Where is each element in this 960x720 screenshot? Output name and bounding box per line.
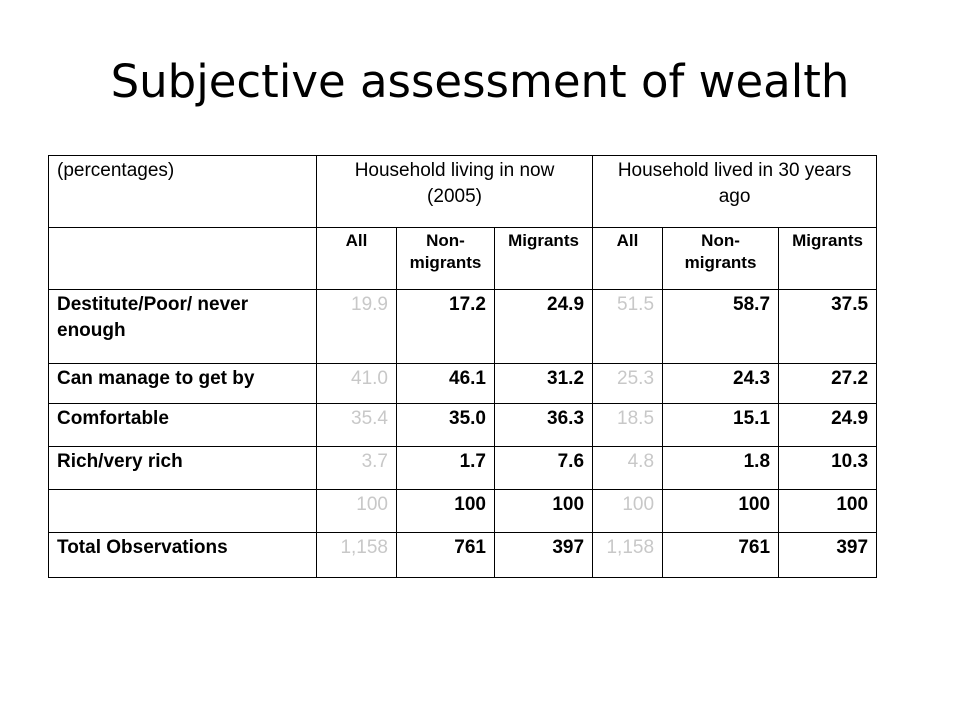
cell-nonmigrants-now: 100 (397, 490, 495, 533)
group-header-row (49, 156, 877, 228)
sub-header-nonmigrants-past: Non-migrants (663, 228, 779, 290)
cell-nonmigrants-past: 761 (663, 533, 779, 578)
cell-migrants-now: 31.2 (495, 364, 593, 404)
cell-migrants-past: 27.2 (779, 364, 877, 404)
table-row (49, 290, 877, 364)
cell-migrants-past: 37.5 (779, 290, 877, 364)
cell-all-past: 100 (593, 490, 663, 533)
row-label: Can manage to get by (49, 364, 317, 404)
cell-migrants-past: 397 (779, 533, 877, 578)
cell-all-now: 19.9 (317, 290, 397, 364)
row-label (49, 490, 317, 533)
cell-nonmigrants-now: 1.7 (397, 447, 495, 490)
cell-migrants-now: 7.6 (495, 447, 593, 490)
sub-header-migrants-past: Migrants (779, 228, 877, 290)
cell-all-past: 51.5 (593, 290, 663, 364)
row-label: Total Observations (49, 533, 317, 578)
cell-nonmigrants-past: 24.3 (663, 364, 779, 404)
sub-header-empty (49, 228, 317, 290)
cell-nonmigrants-now: 46.1 (397, 364, 495, 404)
cell-migrants-now: 36.3 (495, 404, 593, 447)
cell-all-past: 1,158 (593, 533, 663, 578)
sub-header-all-past: All (593, 228, 663, 290)
group-header-now: Household living in now (2005) (317, 156, 593, 228)
cell-all-now: 35.4 (317, 404, 397, 447)
row-label: Rich/very rich (49, 447, 317, 490)
cell-migrants-past: 10.3 (779, 447, 877, 490)
corner-label: (percentages) (49, 156, 317, 228)
row-label: Destitute/Poor/ never enough (49, 290, 317, 364)
cell-migrants-now: 397 (495, 533, 593, 578)
cell-migrants-now: 100 (495, 490, 593, 533)
cell-nonmigrants-past: 1.8 (663, 447, 779, 490)
cell-migrants-past: 100 (779, 490, 877, 533)
table-row (49, 404, 877, 447)
slide-title: Subjective assessment of wealth (110, 55, 850, 108)
sub-header-migrants-now: Migrants (495, 228, 593, 290)
cell-all-past: 18.5 (593, 404, 663, 447)
table-row (49, 364, 877, 404)
table-row (49, 447, 877, 490)
cell-all-now: 41.0 (317, 364, 397, 404)
cell-all-now: 100 (317, 490, 397, 533)
cell-nonmigrants-past: 100 (663, 490, 779, 533)
group-header-past: Household lived in 30 years ago (593, 156, 877, 228)
cell-migrants-past: 24.9 (779, 404, 877, 447)
sub-header-row (49, 228, 877, 290)
cell-nonmigrants-now: 17.2 (397, 290, 495, 364)
table-row (49, 533, 877, 578)
cell-nonmigrants-now: 761 (397, 533, 495, 578)
cell-nonmigrants-now: 35.0 (397, 404, 495, 447)
cell-nonmigrants-past: 58.7 (663, 290, 779, 364)
sub-header-all-now: All (317, 228, 397, 290)
row-label: Comfortable (49, 404, 317, 447)
cell-all-now: 1,158 (317, 533, 397, 578)
table-row (49, 490, 877, 533)
cell-all-past: 4.8 (593, 447, 663, 490)
sub-header-nonmigrants-now: Non-migrants (397, 228, 495, 290)
cell-nonmigrants-past: 15.1 (663, 404, 779, 447)
cell-all-now: 3.7 (317, 447, 397, 490)
cell-migrants-now: 24.9 (495, 290, 593, 364)
cell-all-past: 25.3 (593, 364, 663, 404)
wealth-table (48, 155, 877, 578)
